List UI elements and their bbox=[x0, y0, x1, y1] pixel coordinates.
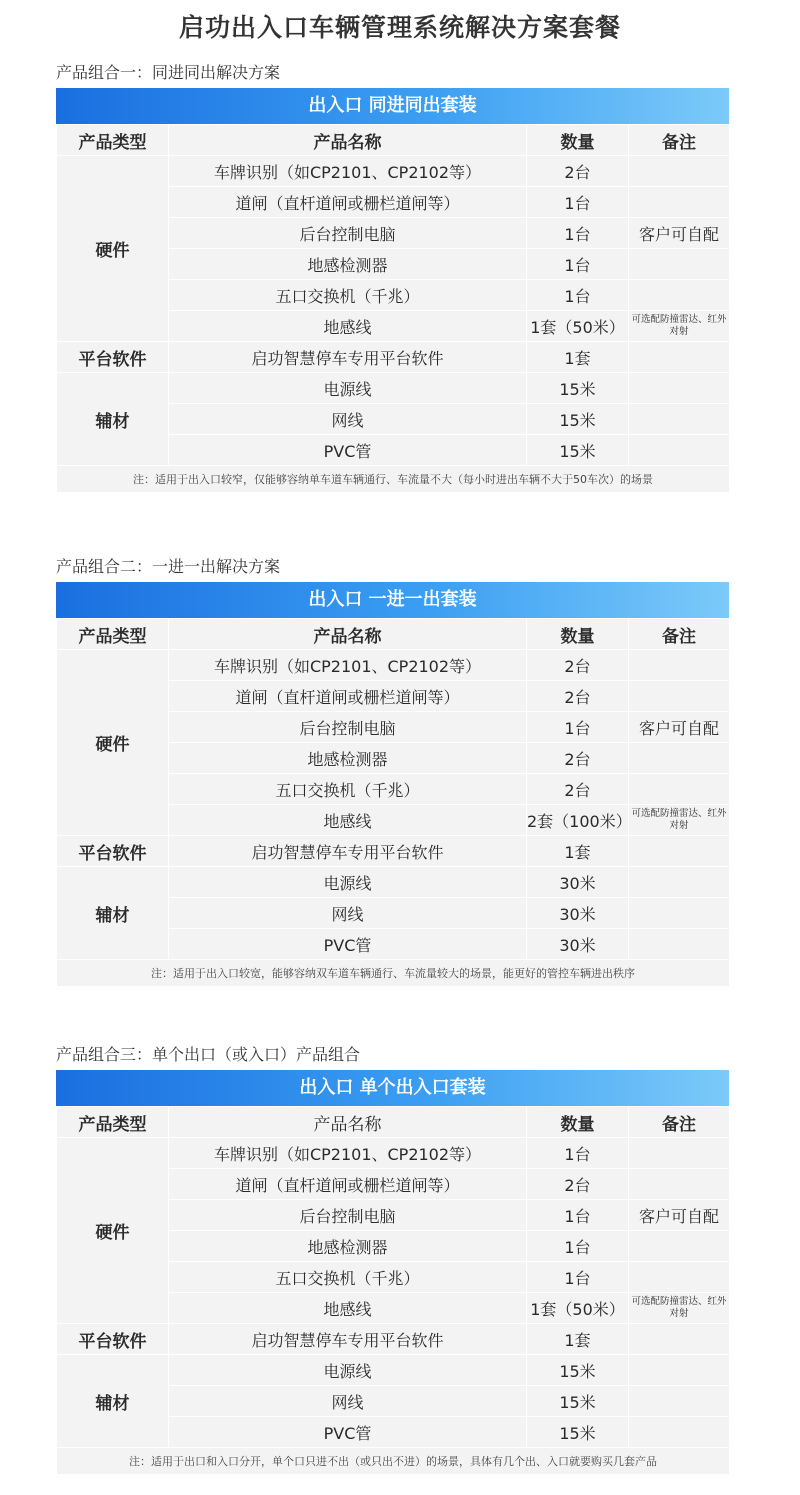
product-name: 地感线 bbox=[169, 805, 527, 836]
header-qty: 数量 bbox=[527, 125, 629, 156]
header-name: 产品名称 bbox=[169, 619, 527, 650]
section-label: 产品组合一：同进同出解决方案 bbox=[56, 63, 281, 82]
product-name: 地感线 bbox=[169, 311, 527, 342]
product-quantity: 1台 bbox=[527, 1200, 629, 1231]
package-table bbox=[56, 124, 730, 493]
header-row bbox=[57, 1107, 730, 1138]
table-row bbox=[57, 373, 730, 404]
product-remark bbox=[629, 898, 730, 929]
product-name: 启功智慧停车专用平台软件 bbox=[169, 342, 527, 373]
header-name: 产品名称 bbox=[169, 1107, 527, 1138]
product-quantity: 15米 bbox=[527, 1417, 629, 1448]
product-name: 道闸（直杆道闸或栅栏道闸等） bbox=[169, 681, 527, 712]
package-banner: 出入口 同进同出套装 bbox=[56, 88, 729, 124]
product-name: 电源线 bbox=[169, 867, 527, 898]
product-remark: 客户可自配 bbox=[629, 1200, 730, 1231]
product-quantity: 2台 bbox=[527, 1169, 629, 1200]
product-quantity: 15米 bbox=[527, 404, 629, 435]
product-name: PVC管 bbox=[169, 1417, 527, 1448]
product-remark bbox=[629, 1386, 730, 1417]
product-name: 后台控制电脑 bbox=[169, 218, 527, 249]
table-row bbox=[57, 156, 730, 187]
product-quantity: 1台 bbox=[527, 1138, 629, 1169]
product-remark: 可选配防撞雷达、红外对射 bbox=[629, 805, 730, 836]
table-row bbox=[57, 1138, 730, 1169]
product-remark bbox=[629, 681, 730, 712]
product-quantity: 15米 bbox=[527, 435, 629, 466]
product-name: 启功智慧停车专用平台软件 bbox=[169, 836, 527, 867]
header-remark: 备注 bbox=[629, 125, 730, 156]
product-remark: 可选配防撞雷达、红外对射 bbox=[629, 311, 730, 342]
product-remark bbox=[629, 1262, 730, 1293]
product-name: 电源线 bbox=[169, 1355, 527, 1386]
table-row bbox=[57, 1324, 730, 1355]
product-remark bbox=[629, 187, 730, 218]
product-quantity: 1台 bbox=[527, 280, 629, 311]
product-quantity: 1台 bbox=[527, 712, 629, 743]
product-name: 地感检测器 bbox=[169, 1231, 527, 1262]
product-name: 道闸（直杆道闸或栅栏道闸等） bbox=[169, 187, 527, 218]
note-row bbox=[57, 466, 730, 493]
product-quantity: 15米 bbox=[527, 1355, 629, 1386]
product-remark bbox=[629, 404, 730, 435]
product-quantity: 2台 bbox=[527, 774, 629, 805]
product-quantity: 1套（50米） bbox=[527, 1293, 629, 1324]
product-remark bbox=[629, 1417, 730, 1448]
table-row bbox=[57, 836, 730, 867]
package-banner: 出入口 单个出入口套装 bbox=[56, 1070, 729, 1106]
package-table bbox=[56, 1106, 730, 1475]
product-quantity: 1台 bbox=[527, 187, 629, 218]
package-banner: 出入口 一进一出套装 bbox=[56, 582, 729, 618]
product-name: 车牌识别（如CP2101、CP2102等） bbox=[169, 650, 527, 681]
product-quantity: 1套 bbox=[527, 342, 629, 373]
product-remark bbox=[629, 929, 730, 960]
header-type: 产品类型 bbox=[57, 619, 169, 650]
product-name: 车牌识别（如CP2101、CP2102等） bbox=[169, 1138, 527, 1169]
product-quantity: 1台 bbox=[527, 218, 629, 249]
table-row bbox=[57, 342, 730, 373]
product-name: PVC管 bbox=[169, 929, 527, 960]
note-row bbox=[57, 1448, 730, 1475]
section-label: 产品组合二：一进一出解决方案 bbox=[56, 557, 281, 576]
product-name: 车牌识别（如CP2101、CP2102等） bbox=[169, 156, 527, 187]
header-qty: 数量 bbox=[527, 1107, 629, 1138]
category-software: 平台软件 bbox=[57, 836, 169, 867]
table-row bbox=[57, 867, 730, 898]
product-quantity: 15米 bbox=[527, 373, 629, 404]
category-hardware: 硬件 bbox=[57, 650, 169, 836]
package-table bbox=[56, 618, 730, 987]
product-name: 后台控制电脑 bbox=[169, 1200, 527, 1231]
product-remark: 客户可自配 bbox=[629, 712, 730, 743]
product-quantity: 30米 bbox=[527, 898, 629, 929]
product-remark bbox=[629, 650, 730, 681]
product-remark bbox=[629, 867, 730, 898]
product-quantity: 2台 bbox=[527, 743, 629, 774]
package-note: 注：适用于出入口较宽，能够容纳双车道车辆通行、车流量较大的场景，能更好的管控车辆进出秩序 bbox=[57, 960, 730, 987]
category-materials: 辅材 bbox=[57, 373, 169, 466]
package-section-2 bbox=[56, 556, 729, 987]
header-row bbox=[57, 619, 730, 650]
product-quantity: 1台 bbox=[527, 249, 629, 280]
product-remark bbox=[629, 1324, 730, 1355]
table-row bbox=[57, 650, 730, 681]
product-remark bbox=[629, 435, 730, 466]
product-remark bbox=[629, 373, 730, 404]
product-remark bbox=[629, 836, 730, 867]
product-quantity: 1套 bbox=[527, 836, 629, 867]
header-name: 产品名称 bbox=[169, 125, 527, 156]
category-materials: 辅材 bbox=[57, 1355, 169, 1448]
product-name: 地感线 bbox=[169, 1293, 527, 1324]
product-quantity: 1套（50米） bbox=[527, 311, 629, 342]
page-title: 启功出入口车辆管理系统解决方案套餐 bbox=[178, 13, 621, 42]
product-remark bbox=[629, 1231, 730, 1262]
package-section-1 bbox=[56, 62, 729, 493]
product-quantity: 1台 bbox=[527, 1262, 629, 1293]
category-materials: 辅材 bbox=[57, 867, 169, 960]
category-hardware: 硬件 bbox=[57, 156, 169, 342]
note-row bbox=[57, 960, 730, 987]
product-quantity: 2套（100米） bbox=[527, 805, 629, 836]
header-type: 产品类型 bbox=[57, 1107, 169, 1138]
product-remark bbox=[629, 249, 730, 280]
product-remark bbox=[629, 1169, 730, 1200]
product-quantity: 30米 bbox=[527, 867, 629, 898]
product-quantity: 30米 bbox=[527, 929, 629, 960]
product-name: 五口交换机（千兆） bbox=[169, 1262, 527, 1293]
header-row bbox=[57, 125, 730, 156]
product-name: 地感检测器 bbox=[169, 743, 527, 774]
product-name: 网线 bbox=[169, 898, 527, 929]
table-row bbox=[57, 1355, 730, 1386]
product-remark bbox=[629, 774, 730, 805]
product-name: 道闸（直杆道闸或栅栏道闸等） bbox=[169, 1169, 527, 1200]
category-software: 平台软件 bbox=[57, 1324, 169, 1355]
product-name: 五口交换机（千兆） bbox=[169, 774, 527, 805]
product-name: PVC管 bbox=[169, 435, 527, 466]
product-quantity: 1套 bbox=[527, 1324, 629, 1355]
package-note: 注：适用于出口和入口分开，单个口只进不出（或只出不进）的场景，具体有几个出、入口就要购买几套产品 bbox=[57, 1448, 730, 1475]
category-hardware: 硬件 bbox=[57, 1138, 169, 1324]
product-name: 网线 bbox=[169, 404, 527, 435]
header-remark: 备注 bbox=[629, 619, 730, 650]
product-name: 地感检测器 bbox=[169, 249, 527, 280]
package-note: 注：适用于出入口较窄，仅能够容纳单车道车辆通行、车流量不大（每小时进出车辆不大于50车次）的场景 bbox=[57, 466, 730, 493]
header-qty: 数量 bbox=[527, 619, 629, 650]
product-name: 后台控制电脑 bbox=[169, 712, 527, 743]
product-quantity: 2台 bbox=[527, 650, 629, 681]
product-name: 电源线 bbox=[169, 373, 527, 404]
product-quantity: 2台 bbox=[527, 156, 629, 187]
product-quantity: 2台 bbox=[527, 681, 629, 712]
product-remark bbox=[629, 1355, 730, 1386]
product-name: 五口交换机（千兆） bbox=[169, 280, 527, 311]
product-remark bbox=[629, 342, 730, 373]
product-quantity: 1台 bbox=[527, 1231, 629, 1262]
product-name: 启功智慧停车专用平台软件 bbox=[169, 1324, 527, 1355]
package-section-3 bbox=[56, 1044, 729, 1475]
product-name: 网线 bbox=[169, 1386, 527, 1417]
product-quantity: 15米 bbox=[527, 1386, 629, 1417]
section-label: 产品组合三：单个出口（或入口）产品组合 bbox=[56, 1045, 361, 1064]
category-software: 平台软件 bbox=[57, 342, 169, 373]
product-remark bbox=[629, 1138, 730, 1169]
product-remark bbox=[629, 156, 730, 187]
product-remark: 客户可自配 bbox=[629, 218, 730, 249]
product-remark bbox=[629, 280, 730, 311]
header-type: 产品类型 bbox=[57, 125, 169, 156]
product-remark bbox=[629, 743, 730, 774]
product-remark: 可选配防撞雷达、红外对射 bbox=[629, 1293, 730, 1324]
header-remark: 备注 bbox=[629, 1107, 730, 1138]
